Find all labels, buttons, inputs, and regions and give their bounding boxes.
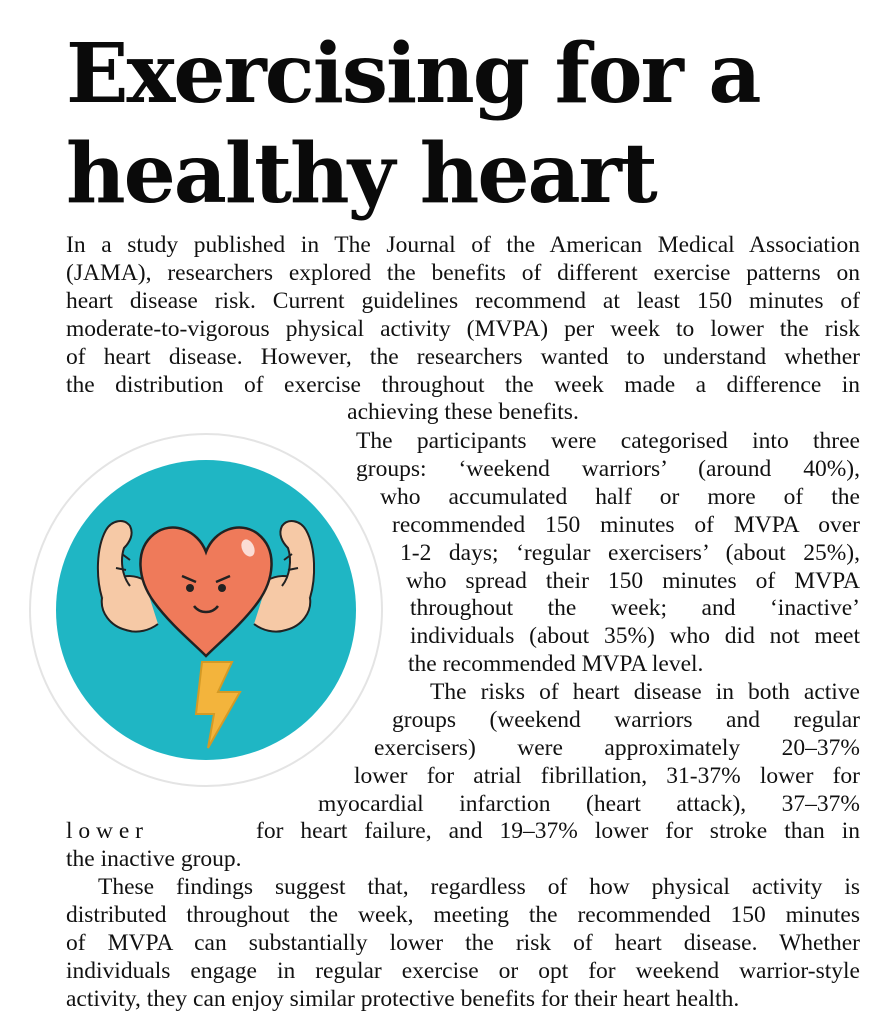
body-line: achieving these benefits. <box>347 399 579 425</box>
body-line: the inactive group. <box>66 846 242 872</box>
body-line: individuals engage in regular exercise or opt for weekend warrior-style <box>66 958 860 984</box>
body-line: These findings suggest that, regardless of how physical activity is <box>98 874 860 900</box>
flexing-heart-icon <box>26 430 386 790</box>
body-line: who accumulated half or more of the <box>380 484 860 510</box>
body-line: (JAMA), researchers explored the benefits of different exercise patterns on <box>66 260 860 286</box>
body-line: The risks of heart disease in both active <box>430 679 860 705</box>
article-title <box>66 24 846 224</box>
body-line: distributed throughout the week, meeting the recommended 150 minutes <box>66 902 860 928</box>
body-line: groups: ‘weekend warriors’ (around 40%), <box>356 456 860 482</box>
body-line: who spread their 150 minutes of MVPA <box>406 568 860 594</box>
body-line: throughout the week; and ‘inactive’ <box>410 595 860 621</box>
body-line: groups (weekend warriors and regular <box>392 707 860 733</box>
title-line-1: Exercising for a <box>66 26 760 122</box>
body-line: the distribution of exercise throughout the week made a difference in <box>66 372 860 398</box>
body-line: activity, they can enjoy similar protective benefits for their heart health. <box>66 986 740 1012</box>
body-line: lower for atrial fibrillation, 31-37% lower for <box>354 763 860 789</box>
title-line-2: healthy heart <box>66 126 656 222</box>
body-line: recommended 150 minutes of MVPA over <box>392 512 860 538</box>
body-line: The participants were categorised into three <box>356 428 860 454</box>
body-line: exercisers) were approximately 20–37% <box>374 735 860 761</box>
body-line: individuals (about 35%) who did not meet <box>410 623 860 649</box>
body-line: l o w e r <box>66 818 144 844</box>
body-line: for heart failure, and 19–37% lower for stroke than in <box>256 818 860 844</box>
body-line: the recommended MVPA level. <box>408 651 704 677</box>
body-line: heart disease risk. Current guidelines recommend at least 150 minutes of <box>66 288 860 314</box>
body-line: In a study published in The Journal of the American Medical Association <box>66 232 860 258</box>
body-line: moderate-to-vigorous physical activity (MVPA) per week to lower the risk <box>66 316 860 342</box>
body-line: of MVPA can substantially lower the risk of heart disease. Whether <box>66 930 860 956</box>
body-line: myocardial infarction (heart attack), 37–37% <box>318 791 860 817</box>
heart-illustration <box>26 430 386 790</box>
body-line: 1-2 days; ‘regular exercisers’ (about 25%), <box>400 540 860 566</box>
body-line: of heart disease. However, the researchers wanted to understand whether <box>66 344 860 370</box>
